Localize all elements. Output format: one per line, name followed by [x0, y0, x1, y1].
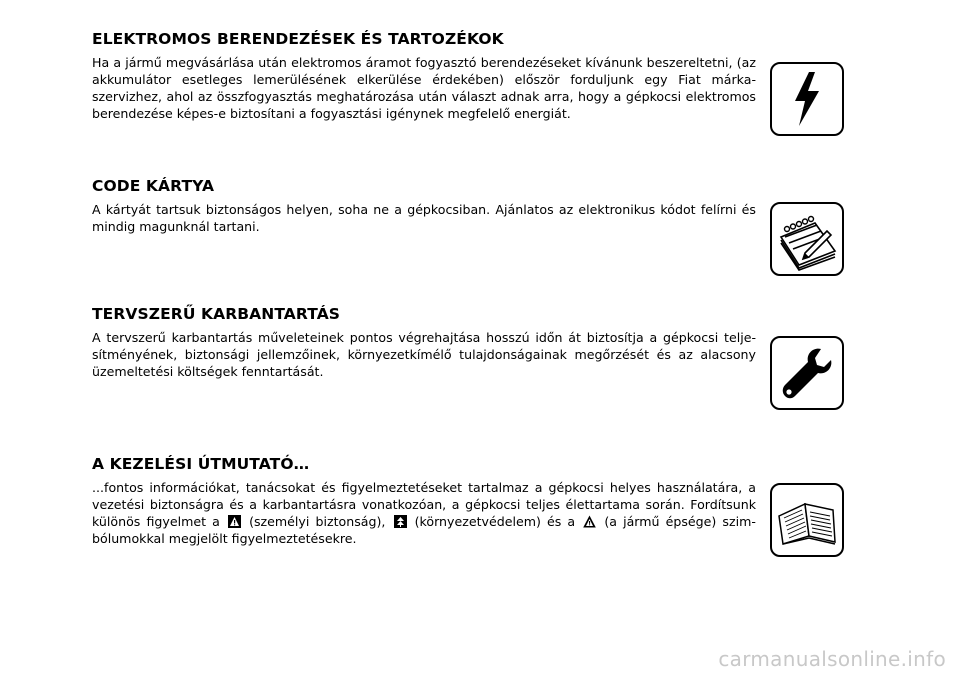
personal-safety-warning-icon: [228, 515, 241, 528]
section-manual: [92, 455, 756, 547]
section-code-card: [92, 177, 756, 235]
lightning-bolt-icon: [770, 62, 844, 136]
section-maintenance: [92, 305, 756, 380]
manual-text-part-2: (személyi biztonság),: [249, 514, 386, 529]
notebook-pen-icon: [770, 202, 844, 276]
wrench-icon: [770, 336, 844, 410]
manual-text-part-1: ...fontos információkat, tanácsokat és figyelmeztetéseket tartalmaz a gépkocsi helyes használatára, a vezetési biztonságra és a karbantartásra vonatkozóan, a gépkocsi teljes élettartama során. Fordítsunk különös figyelmet a: [92, 480, 756, 529]
section-text-maintenance: A tervszerű karbantartás műveleteinek pontos végrehajtása hosszú időn át biztosítja a gépkocsi telje-sítményének, biztonsági jellemzőinek, környezetkímélő tulajdonságainak megőrzését és az alacsony üzemeltetési költségek fenntartását.: [92, 330, 756, 379]
section-title-maintenance: TERVSZERŰ KARBANTARTÁS: [92, 305, 341, 323]
section-text-manual: [92, 479, 756, 547]
section-text-electrical: Ha a jármű megvásárlása után elektromos áramot fogyasztó berendezéseket kívánunk beszereltetni, (az akkumulátor esetleges lemerülésének elkerülése érdekében) először forduljunk egy Fiat márka-szervizhez, ahol az összfogyasztás meghatározása után választ adnak arra, hogy a gépkocsi elektromos berendezése képes-e biztosítani a fogyasztási igénynek megfelelő energiát.: [92, 55, 756, 121]
manual-text-part-4: (a jármű épsége) szim-bólumokkal megjelölt figyelmeztetésekre.: [92, 514, 756, 546]
section-title-electrical: ELEKTROMOS BERENDEZÉSEK ÉS TARTOZÉKOK: [92, 30, 504, 48]
section-electrical: [92, 30, 756, 122]
section-text-code-card: A kártyát tartsuk biztonságos helyen, soha ne a gépkocsiban. Ajánlatos az elektronikus kódot felírni és mindig magunknál tartani.: [92, 202, 756, 234]
manual-text-part-3: (környezetvédelem) és a: [414, 514, 576, 529]
section-title-manual: A KEZELÉSI ÚTMUTATÓ…: [92, 455, 310, 473]
section-title-code-card: CODE KÁRTYA: [92, 177, 215, 195]
vehicle-integrity-warning-icon: [583, 515, 596, 528]
environment-protection-icon: [394, 515, 407, 528]
open-book-icon: [770, 483, 844, 557]
watermark: carmanualsonline.info: [718, 647, 946, 671]
